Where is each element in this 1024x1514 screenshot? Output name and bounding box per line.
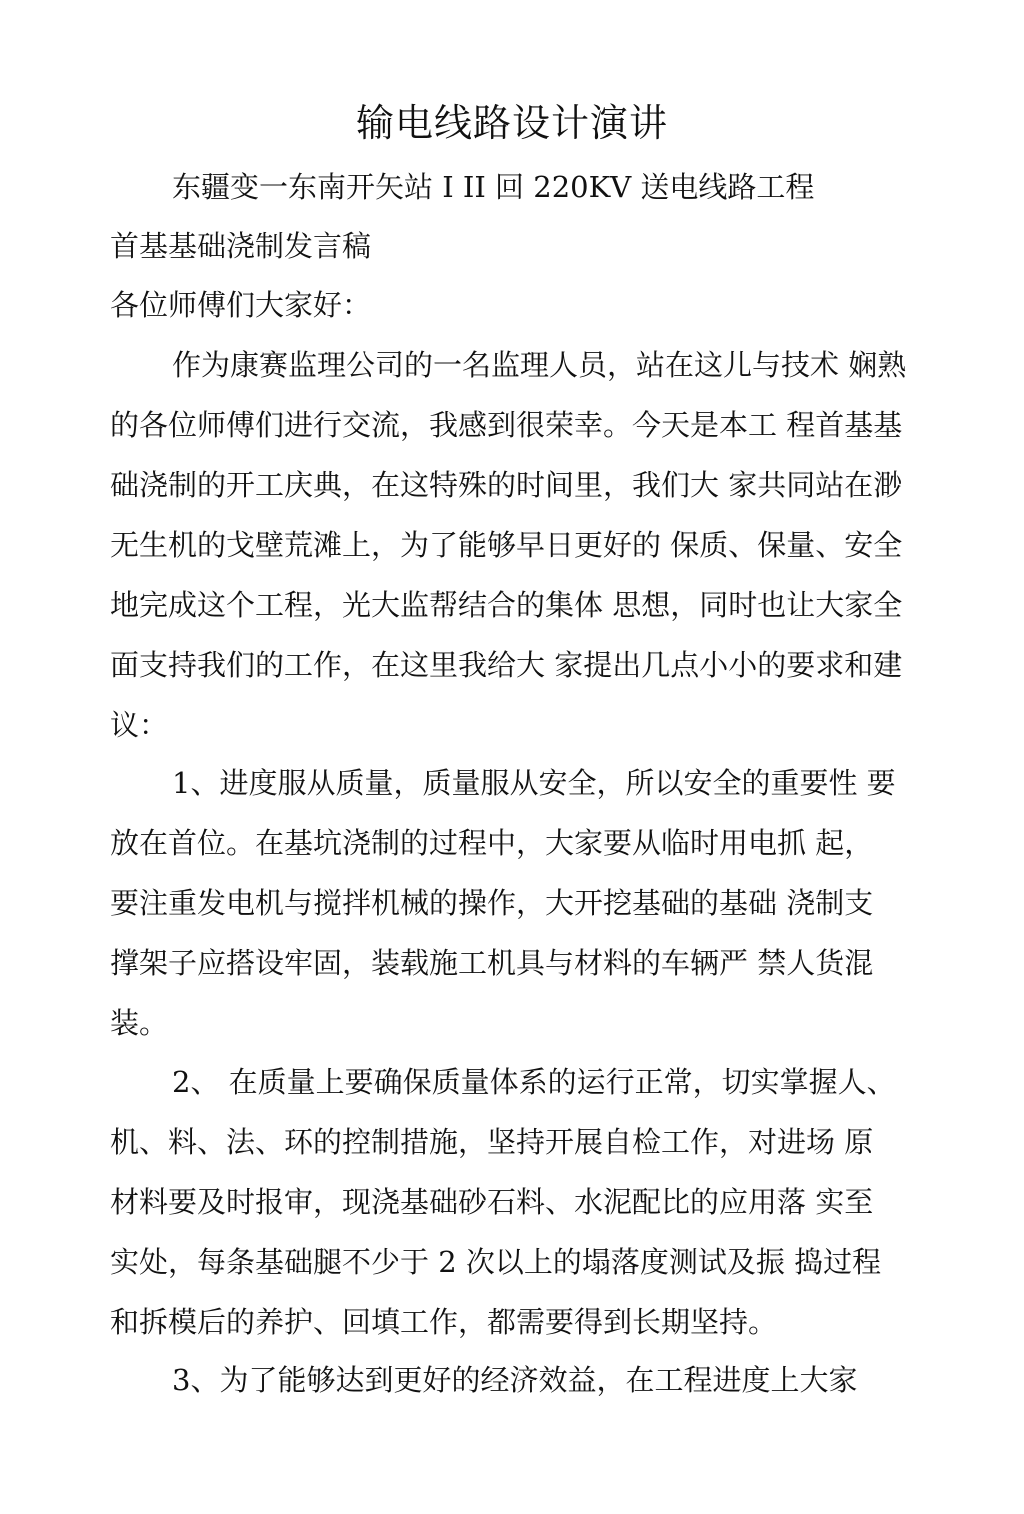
paragraph-3-line-5: 和拆模后的养护、回填工作，都需要得到长期坚持。 (110, 1305, 778, 1339)
paragraph-1-line-5: 地完成这个工程，光大监帮结合的集体 思想，同时也让大家全 (110, 588, 903, 622)
greeting-line: 各位师傅们大家好： (110, 288, 372, 322)
paragraph-1-line-1: 作为康赛监理公司的一名监理人员，站在这儿与技术 娴熟 (172, 348, 907, 382)
paragraph-3-line-4: 实处，每条基础腿不少于 2 次以上的塌落度测试及振 捣过程 (110, 1245, 882, 1279)
document-title: 输电线路设计演讲 (355, 101, 668, 145)
paragraph-2-line-2: 放在首位。在基坑浇制的过程中，大家要从临时用电抓 起， (110, 826, 874, 860)
paragraph-3-line-1: 2、 在质量上要确保质量体系的运行正常，切实掌握人、 (172, 1065, 896, 1099)
paragraph-2-line-1: 1、进度服从质量，质量服从安全，所以安全的重要性 要 (172, 766, 896, 800)
paragraph-2-line-3: 要注重发电机与搅拌机械的操作，大开挖基础的基础 浇制支 (110, 886, 874, 920)
paragraph-1-line-4: 无生机的戈壁荒滩上，为了能够早日更好的 保质、保量、安全 (110, 528, 903, 562)
paragraph-2-line-5: 装。 (110, 1006, 169, 1040)
paragraph-1-line-2: 的各位师傅们进行交流，我感到很荣幸。今天是本工 程首基基 (110, 408, 903, 442)
subtitle-line-2: 首基基础浇制发言稿 (110, 229, 372, 263)
paragraph-3-line-3: 材料要及时报审，现浇基础砂石料、水泥配比的应用落 实至 (110, 1185, 874, 1219)
paragraph-2-line-4: 撑架子应搭设牢固，装载施工机具与材料的车辆严 禁人货混 (110, 946, 874, 980)
paragraph-1-line-6: 面支持我们的工作，在这里我给大 家提出几点小小的要求和建 (110, 648, 903, 682)
paragraph-4-line-1: 3、为了能够达到更好的经济效益，在工程进度上大家 (172, 1363, 858, 1397)
paragraph-1-line-3: 础浇制的开工庆典，在这特殊的时间里，我们大 家共同站在渺 (110, 468, 903, 502)
paragraph-1-line-7: 议： (110, 708, 169, 742)
paragraph-3-line-2: 机、料、法、环的控制措施，坚持开展自检工作，对进场 原 (110, 1125, 874, 1159)
subtitle-line: 东疆变一东南开矢站 I II 回 220KV 送电线路工程 (172, 170, 815, 204)
